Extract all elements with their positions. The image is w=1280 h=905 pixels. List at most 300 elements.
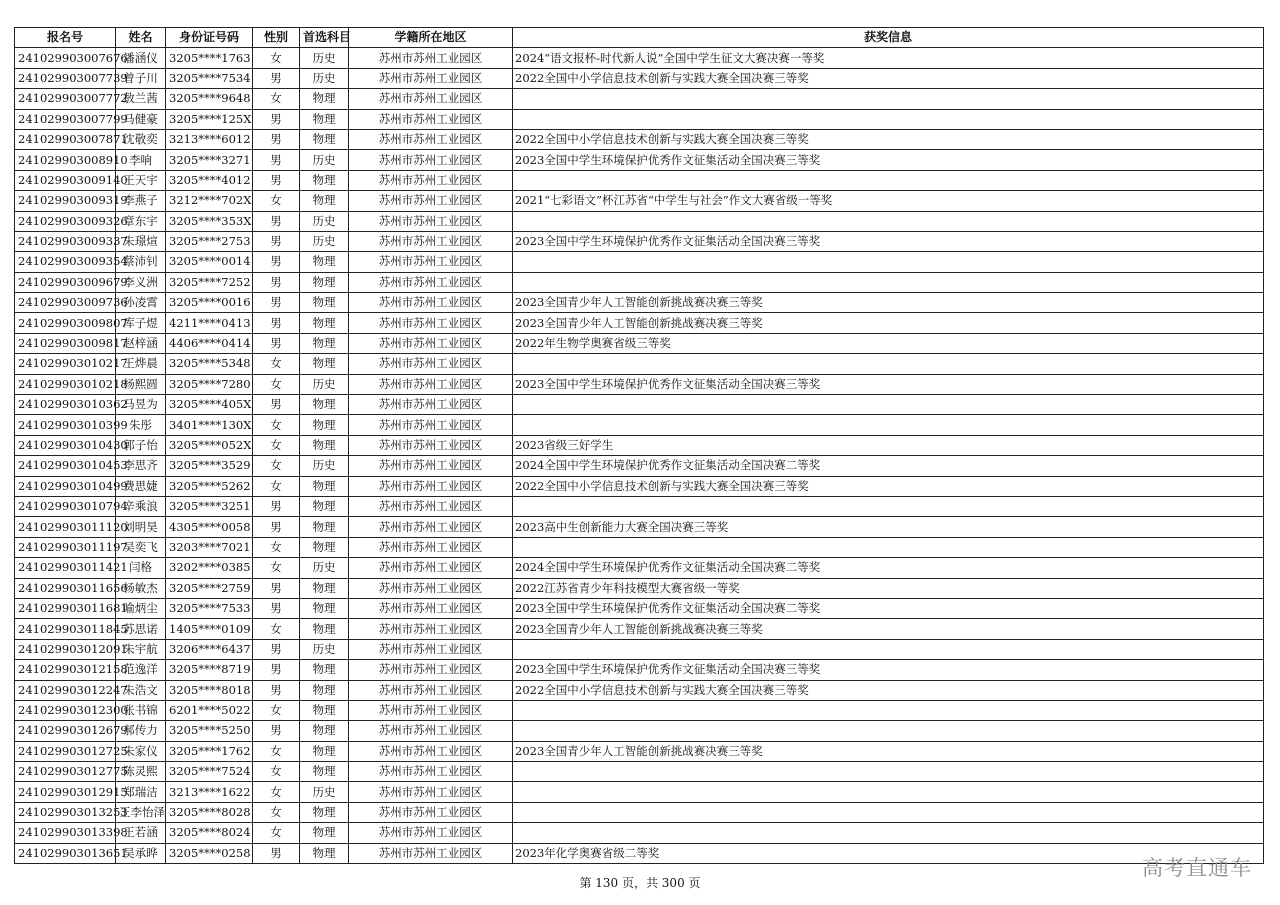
name-cell: 马健豪 — [116, 109, 166, 129]
registration-no-cell: 241029903009817 — [15, 333, 116, 353]
gender-cell: 男 — [253, 598, 300, 618]
award-cell — [513, 211, 1264, 231]
subject-cell: 历史 — [300, 150, 349, 170]
id-number-cell: 3205****125X — [166, 109, 253, 129]
id-number-cell: 3205****3271 — [166, 150, 253, 170]
region-cell: 苏州市苏州工业园区 — [349, 517, 513, 537]
region-cell: 苏州市苏州工业园区 — [349, 293, 513, 313]
gender-cell: 男 — [253, 496, 300, 516]
name-cell: 辛乘浪 — [116, 496, 166, 516]
award-cell: 2022年生物学奥赛省级三等奖 — [513, 333, 1264, 353]
name-cell: 朱浩文 — [116, 680, 166, 700]
subject-cell: 物理 — [300, 476, 349, 496]
name-cell: 赵梓涵 — [116, 333, 166, 353]
table-row — [15, 496, 1264, 516]
subject-cell: 物理 — [300, 109, 349, 129]
id-number-cell: 3205****9648 — [166, 89, 253, 109]
name-cell: 李思齐 — [116, 456, 166, 476]
region-cell: 苏州市苏州工业园区 — [349, 252, 513, 272]
award-cell — [513, 802, 1264, 822]
award-cell: 2024全国中学生环境保护优秀作文征集活动全国决赛二等奖 — [513, 456, 1264, 476]
region-cell: 苏州市苏州工业园区 — [349, 395, 513, 415]
table-row — [15, 354, 1264, 374]
gender-cell: 女 — [253, 415, 300, 435]
subject-cell: 物理 — [300, 435, 349, 455]
region-cell: 苏州市苏州工业园区 — [349, 823, 513, 843]
gender-cell: 男 — [253, 293, 300, 313]
registration-no-cell: 241029903013398 — [15, 823, 116, 843]
subject-cell: 物理 — [300, 354, 349, 374]
gender-cell: 男 — [253, 517, 300, 537]
registration-no-cell: 241029903009354 — [15, 252, 116, 272]
subject-cell: 物理 — [300, 517, 349, 537]
name-cell: 苏思诺 — [116, 619, 166, 639]
table-row — [15, 537, 1264, 557]
name-cell: 沈敬奕 — [116, 129, 166, 149]
award-cell: 2023全国青少年人工智能创新挑战赛决赛三等奖 — [513, 619, 1264, 639]
award-cell: 2022全国中小学信息技术创新与实践大赛全国决赛三等奖 — [513, 476, 1264, 496]
gender-cell: 女 — [253, 741, 300, 761]
subject-cell: 历史 — [300, 639, 349, 659]
table-row — [15, 598, 1264, 618]
name-cell: 杨熙圆 — [116, 374, 166, 394]
table-row — [15, 476, 1264, 496]
subject-cell: 物理 — [300, 333, 349, 353]
subject-cell: 历史 — [300, 68, 349, 88]
id-number-cell: 3205****405X — [166, 395, 253, 415]
name-cell: 敖兰茜 — [116, 89, 166, 109]
col-header-registration-no: 报名号 — [15, 28, 116, 48]
region-cell: 苏州市苏州工业园区 — [349, 802, 513, 822]
gender-cell: 女 — [253, 476, 300, 496]
registration-no-cell: 241029903010453 — [15, 456, 116, 476]
gender-cell: 男 — [253, 129, 300, 149]
name-cell: 朱家仪 — [116, 741, 166, 761]
registration-no-cell: 241029903010399 — [15, 415, 116, 435]
award-cell: 2022全国中小学信息技术创新与实践大赛全国决赛三等奖 — [513, 68, 1264, 88]
region-cell: 苏州市苏州工业园区 — [349, 313, 513, 333]
table-row — [15, 660, 1264, 680]
award-cell — [513, 537, 1264, 557]
table-row — [15, 558, 1264, 578]
name-cell: 蔡沛钊 — [116, 252, 166, 272]
award-cell — [513, 272, 1264, 292]
subject-cell: 历史 — [300, 782, 349, 802]
region-cell: 苏州市苏州工业园区 — [349, 762, 513, 782]
subject-cell: 物理 — [300, 802, 349, 822]
region-cell: 苏州市苏州工业园区 — [349, 496, 513, 516]
award-cell — [513, 415, 1264, 435]
region-cell: 苏州市苏州工业园区 — [349, 721, 513, 741]
subject-cell: 历史 — [300, 48, 349, 68]
registration-no-cell: 241029903010499 — [15, 476, 116, 496]
award-cell: 2023全国青少年人工智能创新挑战赛决赛三等奖 — [513, 293, 1264, 313]
id-number-cell: 3205****1762 — [166, 741, 253, 761]
award-cell: 2023全国中学生环境保护优秀作文征集活动全国决赛三等奖 — [513, 660, 1264, 680]
registration-no-cell: 241029903009736 — [15, 293, 116, 313]
registration-no-cell: 241029903007772 — [15, 89, 116, 109]
id-number-cell: 3401****130X — [166, 415, 253, 435]
gender-cell: 男 — [253, 150, 300, 170]
table-row — [15, 762, 1264, 782]
id-number-cell: 3205****8028 — [166, 802, 253, 822]
id-number-cell: 3205****2759 — [166, 578, 253, 598]
award-cell: 2023全国中学生环境保护优秀作文征集活动全国决赛三等奖 — [513, 231, 1264, 251]
gender-cell: 女 — [253, 782, 300, 802]
registration-no-cell: 241029903011656 — [15, 578, 116, 598]
name-cell: 郑瑞洁 — [116, 782, 166, 802]
region-cell: 苏州市苏州工业园区 — [349, 537, 513, 557]
table-row — [15, 639, 1264, 659]
name-cell: 李燕子 — [116, 191, 166, 211]
award-cell: 2022全国中小学信息技术创新与实践大赛全国决赛三等奖 — [513, 129, 1264, 149]
award-cell — [513, 109, 1264, 129]
award-cell — [513, 762, 1264, 782]
registration-no-cell: 241029903012247 — [15, 680, 116, 700]
name-cell: 朱彤 — [116, 415, 166, 435]
id-number-cell: 3205****0258 — [166, 843, 253, 863]
id-number-cell: 3205****8719 — [166, 660, 253, 680]
gender-cell: 男 — [253, 252, 300, 272]
id-number-cell: 3202****0385 — [166, 558, 253, 578]
id-number-cell: 3205****353X — [166, 211, 253, 231]
id-number-cell: 6201****5022 — [166, 700, 253, 720]
id-number-cell: 3213****1622 — [166, 782, 253, 802]
table-row — [15, 170, 1264, 190]
subject-cell: 物理 — [300, 170, 349, 190]
award-cell: 2023全国中学生环境保护优秀作文征集活动全国决赛二等奖 — [513, 598, 1264, 618]
gender-cell: 女 — [253, 802, 300, 822]
region-cell: 苏州市苏州工业园区 — [349, 843, 513, 863]
col-header-region: 学籍所在地区 — [349, 28, 513, 48]
name-cell: 陈灵熙 — [116, 762, 166, 782]
id-number-cell: 3205****7252 — [166, 272, 253, 292]
gender-cell: 女 — [253, 823, 300, 843]
registration-no-cell: 241029903007676 — [15, 48, 116, 68]
table-row — [15, 333, 1264, 353]
table-row — [15, 700, 1264, 720]
subject-cell: 物理 — [300, 496, 349, 516]
header-row — [15, 28, 1264, 48]
subject-cell: 物理 — [300, 741, 349, 761]
registration-no-cell: 241029903009140 — [15, 170, 116, 190]
table-row — [15, 129, 1264, 149]
name-cell: 潘涵仪 — [116, 48, 166, 68]
gender-cell: 男 — [253, 231, 300, 251]
registration-no-cell: 241029903009807 — [15, 313, 116, 333]
id-number-cell: 3205****3251 — [166, 496, 253, 516]
id-number-cell: 3205****0014 — [166, 252, 253, 272]
name-cell: 曾子川 — [116, 68, 166, 88]
award-cell — [513, 721, 1264, 741]
subject-cell: 物理 — [300, 293, 349, 313]
name-cell: 王若涵 — [116, 823, 166, 843]
award-cell: 2023省级三好学生 — [513, 435, 1264, 455]
award-cell — [513, 700, 1264, 720]
col-header-subject: 首选科目 — [300, 28, 349, 48]
table-row — [15, 150, 1264, 170]
table-row — [15, 415, 1264, 435]
region-cell: 苏州市苏州工业园区 — [349, 150, 513, 170]
table-row — [15, 89, 1264, 109]
registration-no-cell: 241029903012679 — [15, 721, 116, 741]
subject-cell: 物理 — [300, 191, 349, 211]
registration-no-cell: 241029903009337 — [15, 231, 116, 251]
region-cell: 苏州市苏州工业园区 — [349, 354, 513, 374]
award-cell — [513, 354, 1264, 374]
table-row — [15, 211, 1264, 231]
id-number-cell: 3205****8018 — [166, 680, 253, 700]
award-cell: 2022江苏省青少年科技模型大赛省级一等奖 — [513, 578, 1264, 598]
registration-no-cell: 241029903011120 — [15, 517, 116, 537]
name-cell: 喻炳尘 — [116, 598, 166, 618]
region-cell: 苏州市苏州工业园区 — [349, 48, 513, 68]
table-row — [15, 843, 1264, 863]
id-number-cell: 3205****7533 — [166, 598, 253, 618]
watermark-logo: 高考直通车 — [1142, 856, 1252, 880]
region-cell: 苏州市苏州工业园区 — [349, 415, 513, 435]
gender-cell: 女 — [253, 456, 300, 476]
id-number-cell: 3205****3529 — [166, 456, 253, 476]
award-cell — [513, 639, 1264, 659]
region-cell: 苏州市苏州工业园区 — [349, 680, 513, 700]
col-header-id-number: 身份证号码 — [166, 28, 253, 48]
id-number-cell: 3205****052X — [166, 435, 253, 455]
name-cell: 朱宇航 — [116, 639, 166, 659]
gender-cell: 女 — [253, 191, 300, 211]
table-row — [15, 252, 1264, 272]
registration-no-cell: 241029903011197 — [15, 537, 116, 557]
table-row — [15, 109, 1264, 129]
subject-cell: 物理 — [300, 415, 349, 435]
registration-no-cell: 241029903011845 — [15, 619, 116, 639]
subject-cell: 物理 — [300, 313, 349, 333]
gender-cell: 男 — [253, 272, 300, 292]
table-row — [15, 68, 1264, 88]
name-cell: 王天宇 — [116, 170, 166, 190]
results-table — [14, 27, 1264, 864]
registration-no-cell: 241029903010430 — [15, 435, 116, 455]
name-cell: 郝传力 — [116, 721, 166, 741]
region-cell: 苏州市苏州工业园区 — [349, 578, 513, 598]
registration-no-cell: 241029903012775 — [15, 762, 116, 782]
registration-no-cell: 241029903009319 — [15, 191, 116, 211]
gender-cell: 男 — [253, 660, 300, 680]
name-cell: 费思婕 — [116, 476, 166, 496]
name-cell: 杨敏杰 — [116, 578, 166, 598]
gender-cell: 女 — [253, 619, 300, 639]
col-header-gender: 性别 — [253, 28, 300, 48]
subject-cell: 历史 — [300, 456, 349, 476]
subject-cell: 物理 — [300, 680, 349, 700]
table-row — [15, 741, 1264, 761]
id-number-cell: 4406****0414 — [166, 333, 253, 353]
id-number-cell: 3205****1763 — [166, 48, 253, 68]
subject-cell: 物理 — [300, 700, 349, 720]
table-row — [15, 191, 1264, 211]
region-cell: 苏州市苏州工业园区 — [349, 660, 513, 680]
award-cell: 2023高中生创新能力大赛全国决赛三等奖 — [513, 517, 1264, 537]
award-cell — [513, 782, 1264, 802]
name-cell: 李响 — [116, 150, 166, 170]
gender-cell: 男 — [253, 578, 300, 598]
name-cell: 范逸洋 — [116, 660, 166, 680]
table-body — [15, 48, 1264, 864]
region-cell: 苏州市苏州工业园区 — [349, 639, 513, 659]
region-cell: 苏州市苏州工业园区 — [349, 231, 513, 251]
col-header-awards: 获奖信息 — [513, 28, 1264, 48]
page-number: 第 130 页，共 300 页 — [579, 876, 701, 890]
gender-cell: 女 — [253, 354, 300, 374]
name-cell: 库子煜 — [116, 313, 166, 333]
award-cell — [513, 823, 1264, 843]
registration-no-cell: 241029903010218 — [15, 374, 116, 394]
gender-cell: 女 — [253, 48, 300, 68]
region-cell: 苏州市苏州工业园区 — [349, 129, 513, 149]
region-cell: 苏州市苏州工业园区 — [349, 782, 513, 802]
subject-cell: 物理 — [300, 843, 349, 863]
subject-cell: 物理 — [300, 660, 349, 680]
table-row — [15, 48, 1264, 68]
id-number-cell: 4211****0413 — [166, 313, 253, 333]
id-number-cell: 3205****7524 — [166, 762, 253, 782]
registration-no-cell: 241029903010217 — [15, 354, 116, 374]
registration-no-cell: 241029903013253 — [15, 802, 116, 822]
table-row — [15, 721, 1264, 741]
id-number-cell: 3205****7280 — [166, 374, 253, 394]
registration-no-cell: 241029903007871 — [15, 129, 116, 149]
name-cell: 郭子怡 — [116, 435, 166, 455]
subject-cell: 物理 — [300, 89, 349, 109]
id-number-cell: 3212****702X — [166, 191, 253, 211]
id-number-cell: 4305****0058 — [166, 517, 253, 537]
id-number-cell: 3213****6012 — [166, 129, 253, 149]
gender-cell: 女 — [253, 89, 300, 109]
region-cell: 苏州市苏州工业园区 — [349, 211, 513, 231]
gender-cell: 男 — [253, 639, 300, 659]
registration-no-cell: 241029903012091 — [15, 639, 116, 659]
region-cell: 苏州市苏州工业园区 — [349, 89, 513, 109]
gender-cell: 男 — [253, 68, 300, 88]
subject-cell: 物理 — [300, 395, 349, 415]
name-cell: 王李怡泽 — [116, 802, 166, 822]
registration-no-cell: 241029903012915 — [15, 782, 116, 802]
region-cell: 苏州市苏州工业园区 — [349, 68, 513, 88]
table-row — [15, 823, 1264, 843]
award-cell — [513, 496, 1264, 516]
registration-no-cell: 241029903007739 — [15, 68, 116, 88]
gender-cell: 男 — [253, 721, 300, 741]
id-number-cell: 3205****5262 — [166, 476, 253, 496]
name-cell: 刘明昊 — [116, 517, 166, 537]
region-cell: 苏州市苏州工业园区 — [349, 272, 513, 292]
award-cell: 2024“语文报杯-时代新人说”全国中学生征文大赛决赛一等奖 — [513, 48, 1264, 68]
gender-cell: 女 — [253, 435, 300, 455]
gender-cell: 女 — [253, 558, 300, 578]
region-cell: 苏州市苏州工业园区 — [349, 700, 513, 720]
id-number-cell: 3203****7021 — [166, 537, 253, 557]
award-cell: 2021“七彩语文”杯江苏省“中学生与社会”作文大赛省级一等奖 — [513, 191, 1264, 211]
name-cell: 章东宇 — [116, 211, 166, 231]
gender-cell: 男 — [253, 109, 300, 129]
id-number-cell: 3205****7534 — [166, 68, 253, 88]
award-cell: 2023全国中学生环境保护优秀作文征集活动全国决赛三等奖 — [513, 374, 1264, 394]
col-header-name: 姓名 — [116, 28, 166, 48]
subject-cell: 历史 — [300, 558, 349, 578]
registration-no-cell: 241029903012158 — [15, 660, 116, 680]
table-row — [15, 680, 1264, 700]
name-cell: 闫格 — [116, 558, 166, 578]
award-cell: 2023全国青少年人工智能创新挑战赛决赛三等奖 — [513, 741, 1264, 761]
award-cell: 2023年化学奥赛省级二等奖 — [513, 843, 1264, 863]
registration-no-cell: 241029903013651 — [15, 843, 116, 863]
region-cell: 苏州市苏州工业园区 — [349, 476, 513, 496]
award-cell — [513, 395, 1264, 415]
name-cell: 马昱为 — [116, 395, 166, 415]
award-cell — [513, 252, 1264, 272]
gender-cell: 男 — [253, 333, 300, 353]
name-cell: 张书锦 — [116, 700, 166, 720]
table-row — [15, 313, 1264, 333]
subject-cell: 物理 — [300, 252, 349, 272]
region-cell: 苏州市苏州工业园区 — [349, 456, 513, 476]
registration-no-cell: 241029903010362 — [15, 395, 116, 415]
registration-no-cell: 241029903009679 — [15, 272, 116, 292]
region-cell: 苏州市苏州工业园区 — [349, 619, 513, 639]
subject-cell: 物理 — [300, 129, 349, 149]
table-row — [15, 293, 1264, 313]
gender-cell: 男 — [253, 313, 300, 333]
region-cell: 苏州市苏州工业园区 — [349, 333, 513, 353]
gender-cell: 女 — [253, 700, 300, 720]
gender-cell: 男 — [253, 680, 300, 700]
name-cell: 吴奕飞 — [116, 537, 166, 557]
id-number-cell: 3205****8024 — [166, 823, 253, 843]
subject-cell: 物理 — [300, 619, 349, 639]
table-row — [15, 435, 1264, 455]
gender-cell: 男 — [253, 170, 300, 190]
region-cell: 苏州市苏州工业园区 — [349, 170, 513, 190]
registration-no-cell: 241029903012725 — [15, 741, 116, 761]
subject-cell: 物理 — [300, 721, 349, 741]
table-row — [15, 802, 1264, 822]
id-number-cell: 3205****2753 — [166, 231, 253, 251]
id-number-cell: 3205****4012 — [166, 170, 253, 190]
id-number-cell: 3206****6437 — [166, 639, 253, 659]
region-cell: 苏州市苏州工业园区 — [349, 598, 513, 618]
table-row — [15, 272, 1264, 292]
registration-no-cell: 241029903012300 — [15, 700, 116, 720]
registration-no-cell: 241029903011421 — [15, 558, 116, 578]
table-row — [15, 456, 1264, 476]
name-cell: 王烨晨 — [116, 354, 166, 374]
subject-cell: 物理 — [300, 537, 349, 557]
registration-no-cell: 241029903011681 — [15, 598, 116, 618]
subject-cell: 物理 — [300, 823, 349, 843]
registration-no-cell: 241029903010794 — [15, 496, 116, 516]
id-number-cell: 3205****5250 — [166, 721, 253, 741]
gender-cell: 男 — [253, 395, 300, 415]
id-number-cell: 1405****0109 — [166, 619, 253, 639]
subject-cell: 历史 — [300, 231, 349, 251]
subject-cell: 物理 — [300, 272, 349, 292]
region-cell: 苏州市苏州工业园区 — [349, 435, 513, 455]
registration-no-cell: 241029903008910 — [15, 150, 116, 170]
region-cell: 苏州市苏州工业园区 — [349, 558, 513, 578]
subject-cell: 历史 — [300, 211, 349, 231]
award-cell — [513, 89, 1264, 109]
gender-cell: 女 — [253, 762, 300, 782]
